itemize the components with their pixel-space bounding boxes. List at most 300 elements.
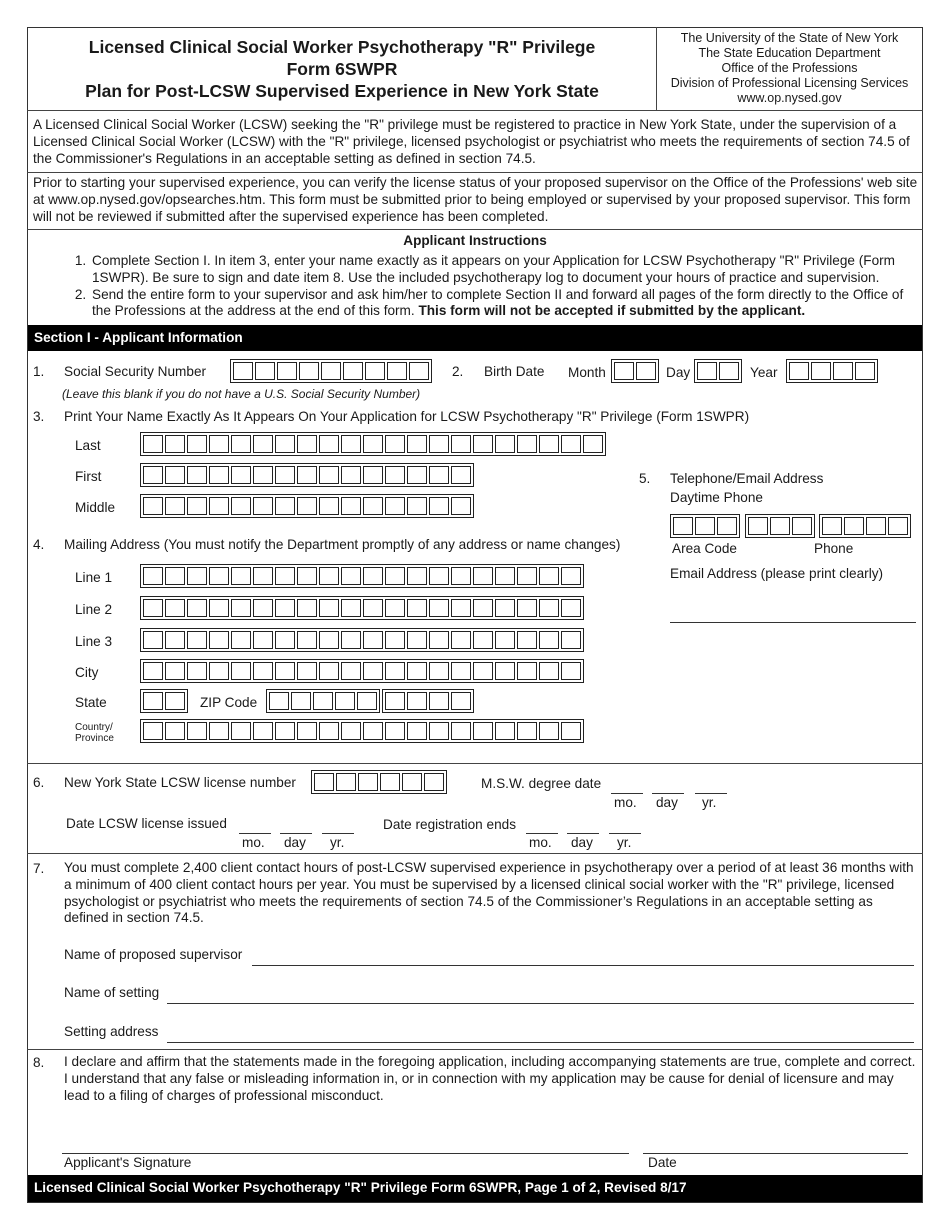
input-cell[interactable]	[231, 435, 251, 453]
input-cell[interactable]	[451, 567, 471, 585]
input-cell[interactable]	[297, 435, 317, 453]
input-cell[interactable]	[495, 631, 515, 649]
input-cell[interactable]	[844, 517, 864, 535]
input-cell[interactable]	[539, 662, 559, 680]
input-cell[interactable]	[495, 567, 515, 585]
input-cell[interactable]	[363, 466, 383, 484]
input-cell[interactable]	[143, 692, 163, 710]
name-label: Print Your Name Exactly As It Appears On Your Application for LCSW Psychotherapy "R" Privilege (Form 1SWPR)	[64, 409, 750, 424]
input-cell[interactable]	[695, 517, 715, 535]
input-cell[interactable]	[143, 567, 163, 585]
input-cell[interactable]	[165, 497, 185, 515]
license-number-label: New York State LCSW license number	[64, 775, 296, 790]
input-cell[interactable]	[407, 662, 427, 680]
input-cell[interactable]	[187, 662, 207, 680]
input-cell[interactable]	[231, 497, 251, 515]
input-cell[interactable]	[495, 722, 515, 740]
input-cell[interactable]	[336, 773, 356, 791]
input-cell[interactable]	[231, 662, 251, 680]
input-cell[interactable]	[473, 631, 493, 649]
middle-name-label: Middle	[75, 500, 116, 515]
input-cell[interactable]	[233, 362, 253, 380]
input-cell[interactable]	[385, 567, 405, 585]
input-cell[interactable]	[275, 631, 295, 649]
msw-day-label: day	[656, 795, 678, 810]
reg-year-label: yr.	[617, 835, 632, 850]
input-cell[interactable]	[833, 362, 853, 380]
input-cell[interactable]	[495, 599, 515, 617]
input-cell[interactable]	[561, 722, 581, 740]
daytime-phone-label: Daytime Phone	[670, 490, 763, 505]
birth-month-input[interactable]	[611, 359, 659, 383]
zip-input[interactable]	[266, 689, 380, 713]
input-cell[interactable]	[407, 599, 427, 617]
input-cell[interactable]	[451, 692, 471, 710]
birth-date-label: Birth Date	[484, 364, 545, 379]
last-name-input[interactable]	[140, 432, 606, 456]
input-cell[interactable]	[363, 497, 383, 515]
email-label: Email Address (please print clearly)	[670, 566, 884, 581]
issued-day-label: day	[284, 835, 306, 850]
input-cell[interactable]	[363, 631, 383, 649]
instruction-item-2-warning: This form will not be accepted if submitted by the applicant.	[418, 303, 806, 319]
intro-paragraph-1: A Licensed Clinical Social Worker (LCSW) seeking the "R" privilege must be registered to practice in New York State, under the supervision of a Licensed Clinical Social Worker (LCSW) with the "R" privilege, licensed psychologist or psychiatrist who meets the requirements of section 74.5 of the Commissioner's Regulations in an acceptable setting as defined in section 74.5.	[33, 117, 910, 166]
instruction-item-2	[90, 287, 920, 321]
msw-day-input[interactable]	[652, 793, 684, 794]
input-cell[interactable]	[297, 599, 317, 617]
input-cell[interactable]	[451, 662, 471, 680]
license-number-input[interactable]	[311, 770, 447, 794]
divider	[27, 763, 923, 764]
input-cell[interactable]	[473, 722, 493, 740]
input-cell[interactable]	[341, 466, 361, 484]
birth-year-label: Year	[750, 365, 778, 380]
reg-year-input[interactable]	[609, 833, 641, 834]
input-cell[interactable]	[231, 567, 251, 585]
phone-prefix-input[interactable]	[745, 514, 815, 538]
input-cell[interactable]	[253, 466, 273, 484]
ssn-note: (Leave this blank if you do not have a U.S. Social Security Number)	[62, 387, 421, 401]
city-input[interactable]	[140, 659, 584, 683]
input-cell[interactable]	[855, 362, 875, 380]
input-cell[interactable]	[165, 599, 185, 617]
input-cell[interactable]	[385, 692, 405, 710]
input-cell[interactable]	[429, 466, 449, 484]
q8-number: 8.	[33, 1055, 45, 1070]
input-cell[interactable]	[792, 517, 812, 535]
address-line1-label: Line 1	[75, 570, 113, 585]
input-cell[interactable]	[187, 567, 207, 585]
input-cell[interactable]	[253, 631, 273, 649]
instruction-item-2-text: Send the entire form to your supervisor and ask him/her to complete Section II and forward all pages of the form directly to the Office of the Professions at the address at the end of this form.	[92, 286, 904, 319]
input-cell[interactable]	[866, 517, 886, 535]
input-cell[interactable]	[517, 599, 537, 617]
input-cell[interactable]	[335, 692, 355, 710]
msw-date-label: M.S.W. degree date	[481, 776, 602, 791]
input-cell[interactable]	[209, 497, 229, 515]
input-cell[interactable]	[275, 662, 295, 680]
q7-text: You must complete 2,400 client contact hours of post-LCSW supervised experience in psychotherapy over a period of at least 36 months with a minimum of 400 client contact hours per year. You must be supervised by a licensed clinical social worker with the "R" privilege, licensed psychologist or psychiatrist who meets the requirements of section 74.5 of the Commissioner’s Regulations in an acceptable setting as defined in section 74.5.	[64, 860, 914, 926]
input-cell[interactable]	[363, 567, 383, 585]
q4-number: 4.	[33, 537, 45, 552]
supervisor-label: Name of proposed supervisor	[64, 947, 243, 962]
input-cell[interactable]	[209, 466, 229, 484]
msw-year-input[interactable]	[695, 793, 727, 794]
zip-plus4-input[interactable]	[382, 689, 474, 713]
input-cell[interactable]	[297, 497, 317, 515]
input-cell[interactable]	[231, 466, 251, 484]
input-cell[interactable]	[495, 662, 515, 680]
input-cell[interactable]	[407, 722, 427, 740]
input-cell[interactable]	[143, 466, 163, 484]
input-cell[interactable]	[319, 435, 339, 453]
input-cell[interactable]	[231, 631, 251, 649]
input-cell[interactable]	[451, 497, 471, 515]
middle-name-input[interactable]	[140, 494, 474, 518]
input-cell[interactable]	[143, 722, 163, 740]
input-cell[interactable]	[822, 517, 842, 535]
input-cell[interactable]	[253, 662, 273, 680]
email-input[interactable]	[670, 622, 916, 623]
input-cell[interactable]	[561, 567, 581, 585]
input-cell[interactable]	[561, 631, 581, 649]
input-cell[interactable]	[319, 466, 339, 484]
input-cell[interactable]	[363, 435, 383, 453]
input-cell[interactable]	[770, 517, 790, 535]
input-cell[interactable]	[321, 362, 341, 380]
city-label: City	[75, 665, 99, 680]
input-cell[interactable]	[789, 362, 809, 380]
setting-name-label: Name of setting	[64, 985, 160, 1000]
input-cell[interactable]	[363, 599, 383, 617]
signature-date-label: Date	[648, 1155, 677, 1170]
q6-number: 6.	[33, 775, 45, 790]
divider	[27, 853, 923, 854]
input-cell[interactable]	[209, 722, 229, 740]
input-cell[interactable]	[407, 631, 427, 649]
input-cell[interactable]	[143, 631, 163, 649]
input-cell[interactable]	[319, 599, 339, 617]
input-cell[interactable]	[473, 435, 493, 453]
input-cell[interactable]	[717, 517, 737, 535]
agency-line3: Office of the Professions	[721, 61, 858, 75]
input-cell[interactable]	[385, 631, 405, 649]
input-cell[interactable]	[253, 567, 273, 585]
country-label-line1: Country/	[75, 722, 113, 733]
input-cell[interactable]	[429, 692, 449, 710]
input-cell[interactable]	[517, 567, 537, 585]
last-name-label: Last	[75, 438, 101, 453]
input-cell[interactable]	[165, 722, 185, 740]
address-line3-input[interactable]	[140, 628, 584, 652]
input-cell[interactable]	[424, 773, 444, 791]
input-cell[interactable]	[811, 362, 831, 380]
input-cell[interactable]	[165, 435, 185, 453]
form-title-line2: Form 6SWPR	[286, 59, 398, 79]
input-cell[interactable]	[561, 599, 581, 617]
input-cell[interactable]	[319, 567, 339, 585]
input-cell[interactable]	[275, 466, 295, 484]
input-cell[interactable]	[165, 567, 185, 585]
input-cell[interactable]	[341, 599, 361, 617]
input-cell[interactable]	[407, 435, 427, 453]
input-cell[interactable]	[451, 599, 471, 617]
input-cell[interactable]	[614, 362, 634, 380]
ssn-input[interactable]	[230, 359, 432, 383]
phone-label: Phone	[814, 541, 854, 556]
input-cell[interactable]	[636, 362, 656, 380]
input-cell[interactable]	[253, 722, 273, 740]
declaration-text: I declare and affirm that the statements made in the foregoing application, including accompanying statements are true, complete and correct. I understand that any false or misleading information in, or in connection with my application may be cause for denial of licensure and may lead to a filing of charges of professional misconduct.	[64, 1054, 916, 1103]
input-cell[interactable]	[143, 497, 163, 515]
reg-month-input[interactable]	[526, 833, 558, 834]
input-cell[interactable]	[231, 599, 251, 617]
setting-name-input[interactable]	[167, 1003, 914, 1004]
form-title-line3: Plan for Post-LCSW Supervised Experience in New York State	[85, 81, 599, 101]
input-cell[interactable]	[209, 631, 229, 649]
input-cell[interactable]	[187, 599, 207, 617]
input-cell[interactable]	[402, 773, 422, 791]
input-cell[interactable]	[517, 722, 537, 740]
signature-input[interactable]	[62, 1153, 629, 1154]
input-cell[interactable]	[319, 662, 339, 680]
birth-day-input[interactable]	[694, 359, 742, 383]
input-cell[interactable]	[253, 497, 273, 515]
divider	[27, 1049, 923, 1050]
input-cell[interactable]	[209, 567, 229, 585]
section-1-header: Section I - Applicant Information	[28, 325, 922, 351]
input-cell[interactable]	[407, 567, 427, 585]
state-label: State	[75, 695, 107, 710]
input-cell[interactable]	[539, 599, 559, 617]
input-cell[interactable]	[313, 692, 333, 710]
input-cell[interactable]	[143, 435, 163, 453]
input-cell[interactable]	[888, 517, 908, 535]
instruction-item-1: 1. Complete Section I. In item 3, enter your name exactly as it appears on your Application for LCSW Psychotherapy "R" Privilege (Form 1SWPR). Be sure to sign and date item 8. Use the included psychotherapy log to document your hours of practice and supervision.	[90, 253, 920, 287]
input-cell[interactable]	[143, 662, 163, 680]
birth-year-input[interactable]	[786, 359, 878, 383]
input-cell[interactable]	[187, 466, 207, 484]
input-cell[interactable]	[429, 435, 449, 453]
input-cell[interactable]	[583, 435, 603, 453]
input-cell[interactable]	[409, 362, 429, 380]
country-input[interactable]	[140, 719, 584, 743]
input-cell[interactable]	[539, 631, 559, 649]
instructions-heading: Applicant Instructions	[403, 233, 547, 248]
input-cell[interactable]	[539, 567, 559, 585]
area-code-input[interactable]	[670, 514, 740, 538]
registration-ends-label: Date registration ends	[383, 817, 516, 832]
input-cell[interactable]	[561, 435, 581, 453]
input-cell[interactable]	[165, 466, 185, 484]
input-cell[interactable]	[697, 362, 717, 380]
input-cell[interactable]	[297, 662, 317, 680]
input-cell[interactable]	[341, 497, 361, 515]
input-cell[interactable]	[385, 466, 405, 484]
input-cell[interactable]	[343, 362, 363, 380]
license-issued-label: Date LCSW license issued	[66, 816, 227, 831]
page-footer: Licensed Clinical Social Worker Psychotherapy "R" Privilege Form 6SWPR, Page 1 of 2, Revised 8/17	[28, 1175, 922, 1202]
instructions-list	[60, 253, 920, 320]
phone-line-input[interactable]	[819, 514, 911, 538]
input-cell[interactable]	[539, 722, 559, 740]
msw-month-label: mo.	[614, 795, 637, 810]
input-cell[interactable]	[277, 362, 297, 380]
input-cell[interactable]	[187, 722, 207, 740]
input-cell[interactable]	[319, 497, 339, 515]
input-cell[interactable]	[748, 517, 768, 535]
input-cell[interactable]	[451, 435, 471, 453]
input-cell[interactable]	[143, 599, 163, 617]
input-cell[interactable]	[187, 497, 207, 515]
input-cell[interactable]	[275, 722, 295, 740]
agency-website: www.op.nysed.gov	[737, 91, 842, 105]
input-cell[interactable]	[385, 435, 405, 453]
intro-paragraph-2: Prior to starting your supervised experience, you can verify the license status of your proposed supervisor on the Office of the Professions' web site at www.op.nysed.gov/opsearches.htm. This form must be submitted prior to being employed or supervised by your proposed supervisor. This form will not be reviewed if submitted after the supervised experience has been completed.	[33, 175, 918, 224]
input-cell[interactable]	[253, 435, 273, 453]
first-name-input[interactable]	[140, 463, 474, 487]
agency-line4: Division of Professional Licensing Services	[670, 76, 909, 90]
input-cell[interactable]	[253, 599, 273, 617]
input-cell[interactable]	[209, 662, 229, 680]
supervisor-input[interactable]	[252, 965, 914, 966]
input-cell[interactable]	[297, 466, 317, 484]
address-line1-input[interactable]	[140, 564, 584, 588]
input-cell[interactable]	[429, 599, 449, 617]
agency-line1: The University of the State of New York	[680, 31, 899, 45]
input-cell[interactable]	[451, 466, 471, 484]
input-cell[interactable]	[561, 662, 581, 680]
input-cell[interactable]	[209, 435, 229, 453]
input-cell[interactable]	[165, 692, 185, 710]
input-cell[interactable]	[297, 631, 317, 649]
input-cell[interactable]	[275, 567, 295, 585]
input-cell[interactable]	[275, 497, 295, 515]
contact-label: Telephone/Email Address	[670, 471, 824, 486]
input-cell[interactable]	[341, 567, 361, 585]
input-cell[interactable]	[473, 662, 493, 680]
input-cell[interactable]	[357, 692, 377, 710]
input-cell[interactable]	[385, 722, 405, 740]
input-cell[interactable]	[187, 631, 207, 649]
input-cell[interactable]	[407, 497, 427, 515]
input-cell[interactable]	[429, 497, 449, 515]
input-cell[interactable]	[517, 435, 537, 453]
input-cell[interactable]	[387, 362, 407, 380]
input-cell[interactable]	[517, 631, 537, 649]
input-cell[interactable]	[319, 631, 339, 649]
address-line2-label: Line 2	[75, 602, 113, 617]
input-cell[interactable]	[341, 722, 361, 740]
input-cell[interactable]	[341, 435, 361, 453]
input-cell[interactable]	[299, 362, 319, 380]
setting-address-input[interactable]	[167, 1042, 914, 1043]
signature-date-input[interactable]	[643, 1153, 908, 1154]
address-line3-label: Line 3	[75, 634, 113, 649]
input-cell[interactable]	[358, 773, 378, 791]
input-cell[interactable]	[365, 362, 385, 380]
input-cell[interactable]	[255, 362, 275, 380]
q1-number: 1.	[33, 364, 45, 379]
input-cell[interactable]	[165, 662, 185, 680]
reg-day-label: day	[571, 835, 593, 850]
issued-year-label: yr.	[330, 835, 345, 850]
input-cell[interactable]	[539, 435, 559, 453]
signature-label: Applicant's Signature	[64, 1155, 192, 1170]
country-label-line2: Province	[75, 733, 114, 744]
input-cell[interactable]	[269, 692, 289, 710]
input-cell[interactable]	[517, 662, 537, 680]
area-code-label: Area Code	[672, 541, 737, 556]
input-cell[interactable]	[275, 435, 295, 453]
reg-day-input[interactable]	[567, 833, 599, 834]
input-cell[interactable]	[407, 466, 427, 484]
input-cell[interactable]	[297, 567, 317, 585]
input-cell[interactable]	[719, 362, 739, 380]
input-cell[interactable]	[363, 662, 383, 680]
address-line2-input[interactable]	[140, 596, 584, 620]
form-title-line1: Licensed Clinical Social Worker Psychotherapy "R" Privilege	[88, 37, 596, 57]
input-cell[interactable]	[407, 692, 427, 710]
state-input[interactable]	[140, 689, 188, 713]
issued-year-input[interactable]	[322, 833, 354, 834]
input-cell[interactable]	[187, 435, 207, 453]
input-cell[interactable]	[363, 722, 383, 740]
input-cell[interactable]	[231, 722, 251, 740]
q5-number: 5.	[639, 471, 651, 486]
input-cell[interactable]	[275, 599, 295, 617]
input-cell[interactable]	[429, 722, 449, 740]
input-cell[interactable]	[385, 662, 405, 680]
input-cell[interactable]	[429, 662, 449, 680]
input-cell[interactable]	[341, 662, 361, 680]
birth-day-label: Day	[666, 365, 691, 380]
input-cell[interactable]	[341, 631, 361, 649]
msw-month-input[interactable]	[611, 793, 643, 794]
input-cell[interactable]	[291, 692, 311, 710]
address-label: Mailing Address (You must notify the Department promptly of any address or name changes)	[64, 537, 621, 552]
input-cell[interactable]	[209, 599, 229, 617]
issued-day-input[interactable]	[280, 833, 312, 834]
input-cell[interactable]	[380, 773, 400, 791]
reg-month-label: mo.	[529, 835, 552, 850]
input-cell[interactable]	[319, 722, 339, 740]
q2-number: 2.	[452, 364, 464, 379]
birth-month-label: Month	[568, 365, 606, 380]
input-cell[interactable]	[451, 631, 471, 649]
agency-line2: The State Education Department	[698, 46, 881, 60]
divider	[27, 229, 923, 230]
q3-number: 3.	[33, 409, 45, 424]
input-cell[interactable]	[385, 497, 405, 515]
input-cell[interactable]	[314, 773, 334, 791]
input-cell[interactable]	[297, 722, 317, 740]
input-cell[interactable]	[385, 599, 405, 617]
input-cell[interactable]	[473, 599, 493, 617]
input-cell[interactable]	[429, 567, 449, 585]
input-cell[interactable]	[165, 631, 185, 649]
input-cell[interactable]	[673, 517, 693, 535]
input-cell[interactable]	[429, 631, 449, 649]
issued-month-label: mo.	[242, 835, 265, 850]
issued-month-input[interactable]	[239, 833, 271, 834]
input-cell[interactable]	[473, 567, 493, 585]
input-cell[interactable]	[451, 722, 471, 740]
input-cell[interactable]	[495, 435, 515, 453]
ssn-label: Social Security Number	[64, 364, 207, 379]
q7-number: 7.	[33, 861, 45, 876]
first-name-label: First	[75, 469, 102, 484]
